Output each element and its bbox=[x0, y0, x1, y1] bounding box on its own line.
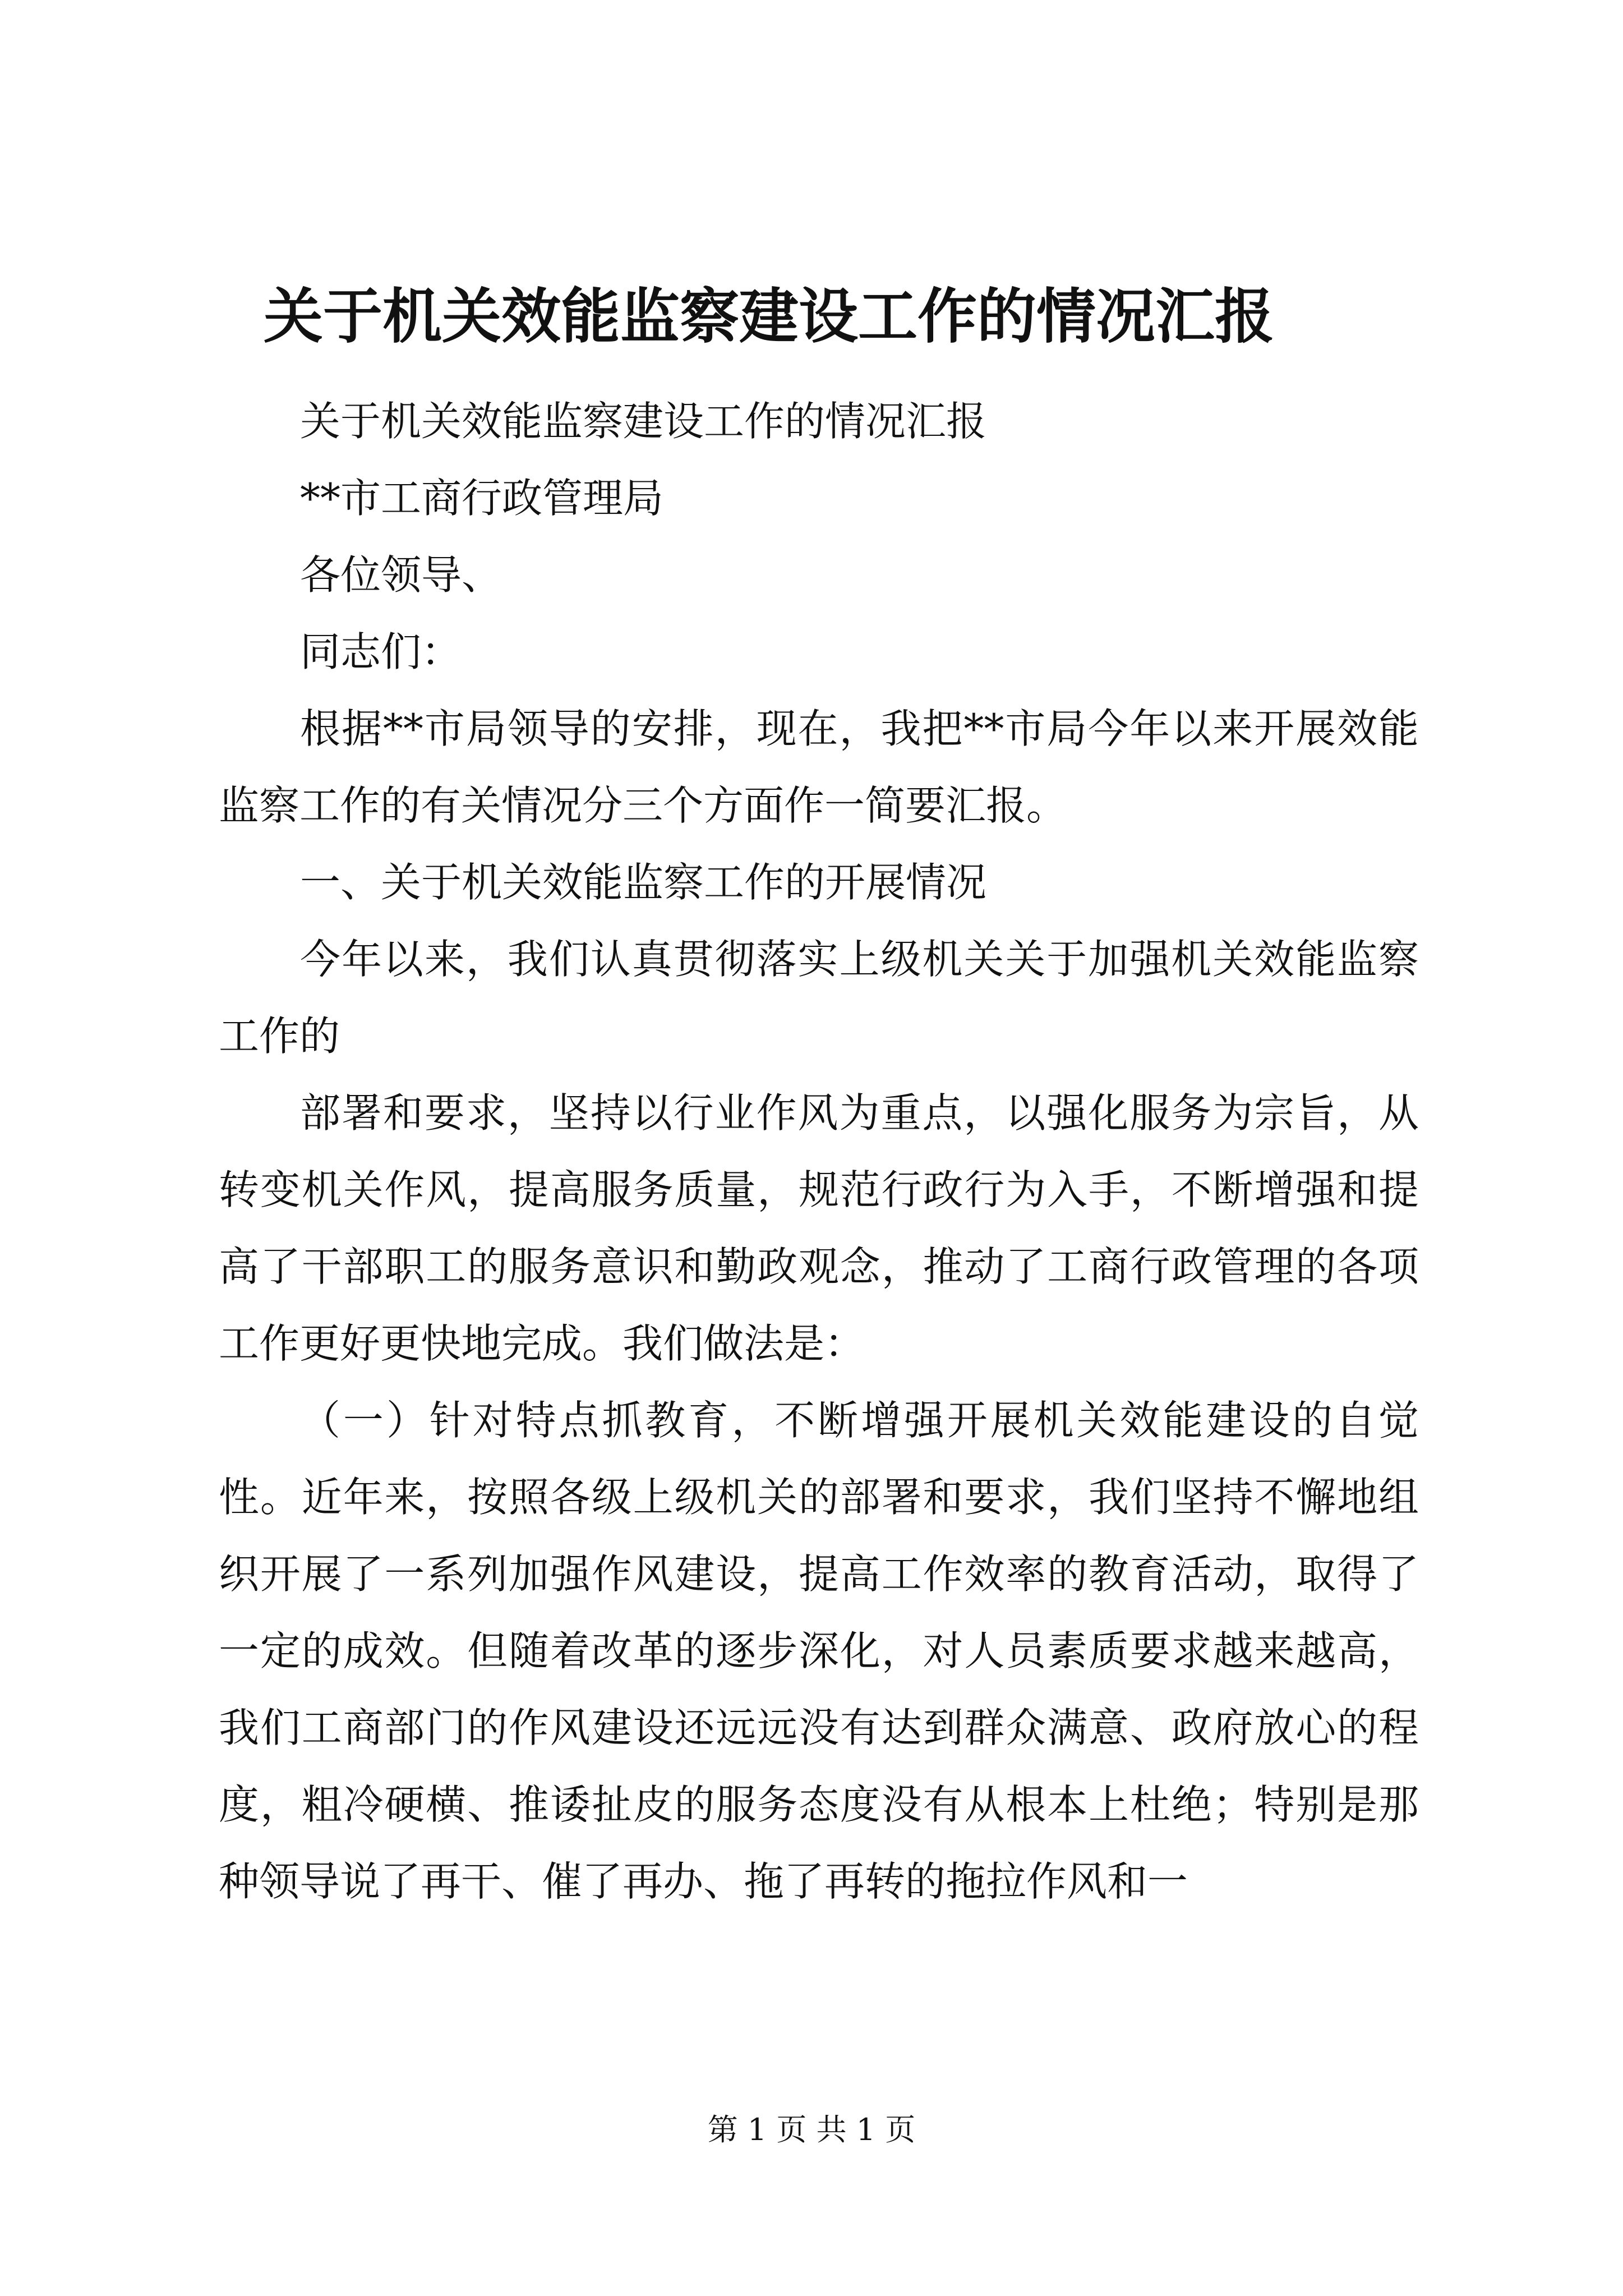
section-heading-1: 一、关于机关效能监察工作的开展情况 bbox=[300, 859, 987, 906]
paragraph-intro: 根据**市局领导的安排，现在，我把**市局今年以来开展效能监察工作的有关情况分三个方面作一简要汇报。 bbox=[219, 705, 1419, 829]
paragraph-body-1: 今年以来，我们认真贯彻落实上级机关关于加强机关效能监察工作的 bbox=[219, 936, 1419, 1060]
paragraph-body-3: （一）针对特点抓教育，不断增强开展机关效能建设的自觉性。近年来，按照各级上级机关的部署和要求，我们坚持不懈地组织开展了一系列加强作风建设，提高工作效率的教育活动，取得了一定的成效。但随着改革的逐步深化，对人员素质要求越来越高，我们工商部门的作风建设还远远没有达到群众满意、政府放心的程度，粗冷硬横、推诿扯皮的服务态度没有从根本上杜绝；特别是那种领导说了再干、催了再办、拖了再转的拖拉作风和一 bbox=[219, 1397, 1419, 1905]
document-title: 关于机关效能监察建设工作的情况汇报 bbox=[264, 281, 1274, 351]
paragraph-organization: **市工商行政管理局 bbox=[300, 475, 664, 522]
paragraph-salutation-comrades: 同志们： bbox=[300, 628, 462, 675]
page-footer: 第 1 页 共 1 页 bbox=[707, 2112, 916, 2147]
paragraph-subtitle: 关于机关效能监察建设工作的情况汇报 bbox=[300, 398, 987, 445]
document-body bbox=[219, 383, 1419, 1920]
paragraph-body-2: 部署和要求，坚持以行业作风为重点，以强化服务为宗旨，从转变机关作风，提高服务质量，规范行政行为入手，不断增强和提高了干部职工的服务意识和勤政观念，推动了工商行政管理的各项工作更好更快地完成。我们做法是： bbox=[219, 1089, 1419, 1367]
paragraph-salutation-leaders: 各位领导、 bbox=[300, 551, 502, 599]
